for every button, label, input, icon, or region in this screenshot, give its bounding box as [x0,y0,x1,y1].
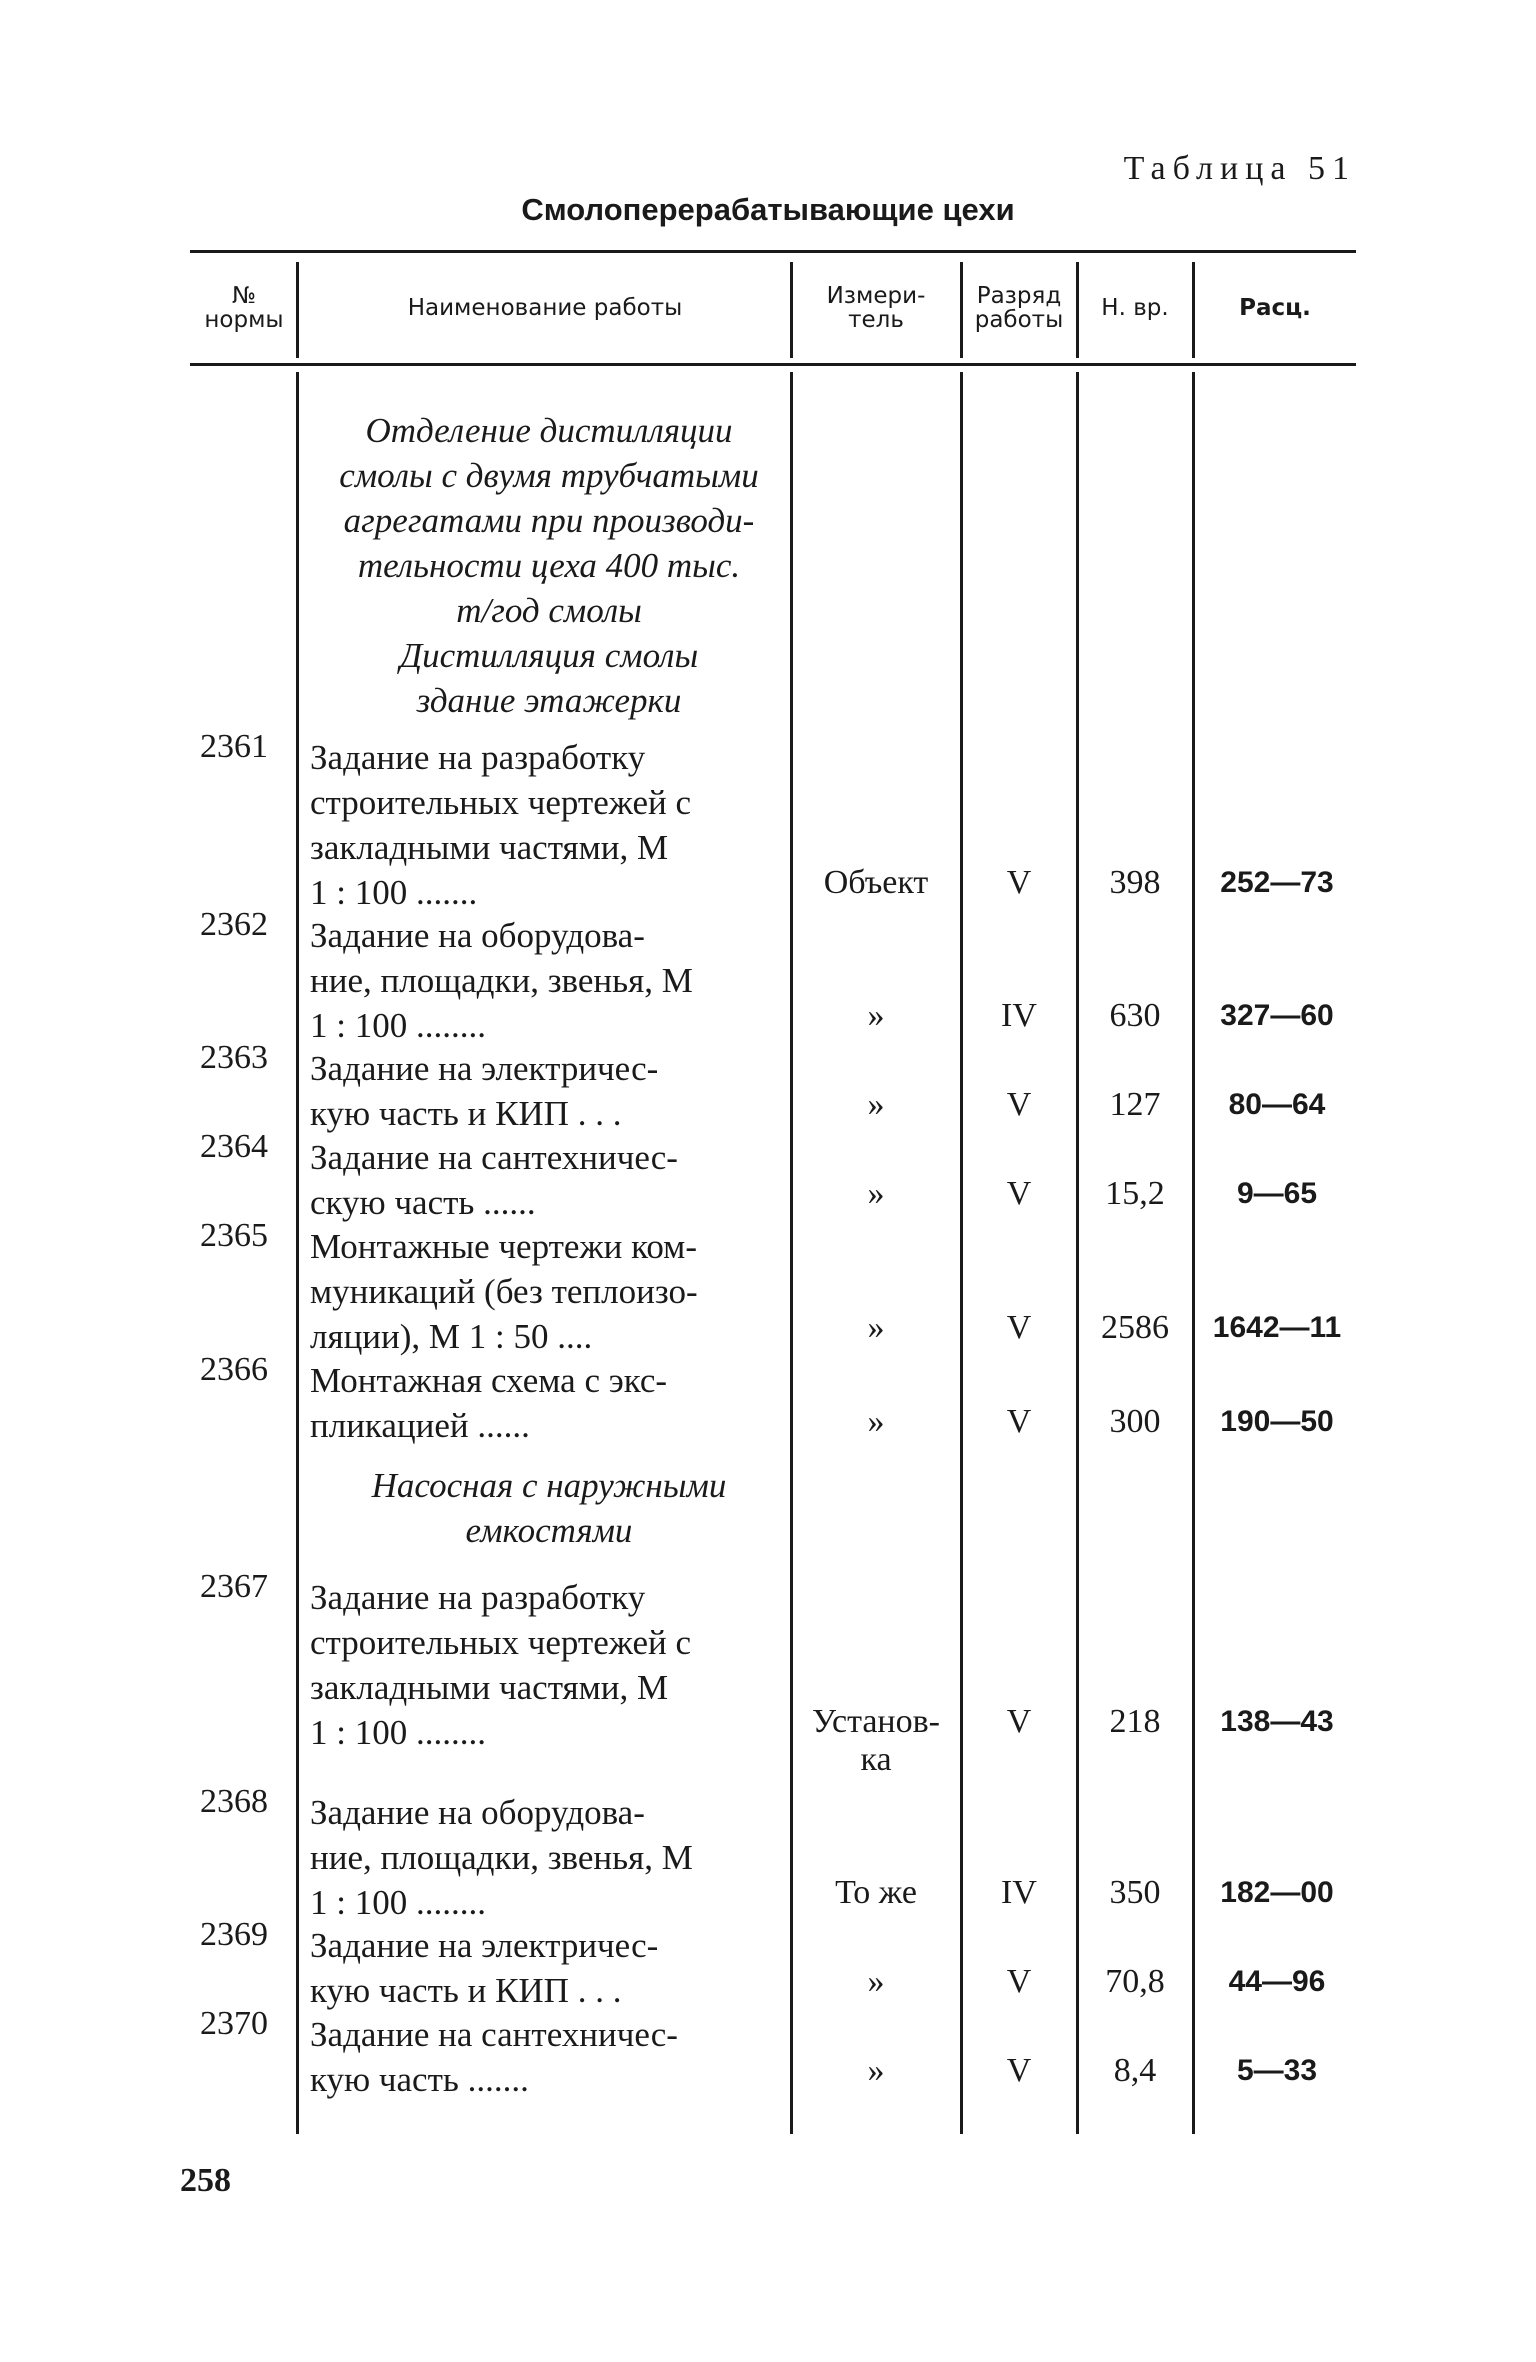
section-heading-line: здание этажерки [416,681,682,720]
page-number: 258 [180,2162,231,2199]
section-heading-line: агрегатами при производи- [343,501,755,540]
section-heading-distillation-dept [310,408,788,633]
header-unit-line2: тель [848,307,904,333]
grade-cell: IV [1001,997,1037,1034]
header-rate: Расц. [1239,295,1311,321]
work-name-line: Задание на разработку [310,738,646,777]
work-name-line: 1 : 100 ........ [310,1883,486,1922]
work-name-line: ние, площадки, звенья, М [310,1838,693,1877]
work-name [310,2012,788,2102]
section-heading-tar-distillation [310,633,788,723]
table-label: Таблица 51 [1123,150,1356,187]
work-name-line: кую часть и КИП . . . [310,1094,622,1133]
work-name-line: Монтажная схема с экс- [310,1361,668,1400]
time-cell: 127 [1109,1086,1161,1123]
work-name-line: 1 : 100 ....... [310,873,478,912]
work-name-line: кую часть ....... [310,2060,529,2099]
work-name-line: ние, площадки, звенья, М [310,961,693,1000]
unit-cell: Объект [823,864,929,901]
column-rule [296,372,299,2134]
grade-cell: IV [1001,1874,1037,1911]
norm-number: 2363 [200,1039,268,1076]
work-name-line: пликацией ...... [310,1406,530,1445]
column-rule [960,372,963,2134]
work-name [310,1575,788,1755]
work-name [310,1923,788,2013]
norm-number: 2367 [200,1568,268,1605]
time-cell: 630 [1109,997,1161,1034]
header-unit-line1: Измери- [826,283,926,309]
grade-cell: V [1006,2052,1032,2089]
work-name-line: скую часть ...... [310,1183,536,1222]
norm-number: 2368 [200,1783,268,1820]
column-rule [1192,372,1195,2134]
work-name [310,913,788,1048]
work-name-line: Задание на оборудова- [310,1793,645,1832]
work-name-line: Задание на электричес- [310,1049,659,1088]
rate-cell: 182—00 [1220,1876,1334,1909]
time-cell: 8,4 [1113,2052,1157,2089]
work-name [310,735,788,915]
work-name-line: строительных чертежей с [310,783,692,822]
work-name-line: муникаций (без теплоизо- [310,1272,698,1311]
work-name-line: Задание на электричес- [310,1926,659,1965]
work-name-line: закладными частями, М [310,828,669,867]
header-grade-line1: Разряд [976,283,1062,309]
table-title: Смолоперерабатывающие цехи [521,192,1015,227]
grade-cell: V [1006,1403,1032,1440]
work-name-line: Задание на сантехничес- [310,2015,678,2054]
norm-number: 2365 [200,1217,268,1254]
header-bottom-rule [190,363,1356,366]
header-norm-line1: № [232,283,256,309]
unit-cell: » [867,1403,885,1440]
norm-number: 2366 [200,1351,268,1388]
rate-cell: 44—96 [1228,1965,1326,1998]
unit-cell: » [867,1309,885,1346]
time-cell: 300 [1109,1403,1161,1440]
column-rule [296,262,299,358]
unit-cell: Установ- ка [811,1703,940,1778]
rate-cell: 80—64 [1228,1088,1326,1121]
section-heading-pump-station [310,1463,788,1553]
work-name [310,1046,788,1136]
norm-number: 2370 [200,2005,268,2042]
unit-cell: » [867,1086,885,1123]
rate-cell: 9—65 [1236,1177,1318,1210]
header-norm-line2: нормы [204,307,284,333]
section-heading-line: емкостями [465,1511,633,1550]
norm-number: 2364 [200,1128,268,1165]
grade-cell: V [1006,1175,1032,1212]
section-heading-line: Насосная с наружными [371,1466,727,1505]
unit-cell: » [867,2052,885,2089]
column-rule [1192,262,1195,358]
header-time: Н. вр. [1101,295,1169,321]
rate-cell: 5—33 [1236,2054,1318,2087]
header-norm [190,262,298,354]
column-rule [1076,372,1079,2134]
section-heading-line: Отделение дистилляции [365,411,733,450]
section-heading-line: тельности цеха 400 тыс. [357,546,741,585]
work-name [310,1224,788,1359]
grade-cell: V [1006,1086,1032,1123]
work-name-line: Монтажные чертежи ком- [310,1227,697,1266]
column-rule [960,262,963,358]
work-name-line: кую часть и КИП . . . [310,1971,622,2010]
header-grade-line2: работы [974,307,1064,333]
time-cell: 350 [1109,1874,1161,1911]
time-cell: 218 [1109,1703,1161,1740]
norm-number: 2362 [200,906,268,943]
grade-cell: V [1006,864,1032,901]
header-name: Наименование работы [407,295,683,321]
unit-cell: » [867,1175,885,1212]
work-name-line: закладными частями, М [310,1668,669,1707]
unit-cell: То же [835,1874,917,1911]
time-cell: 398 [1109,864,1161,901]
unit-cell: » [867,1963,885,2000]
grade-cell: V [1006,1963,1032,2000]
section-heading-line: смолы с двумя трубчатыми [339,456,759,495]
work-name-line: ляции), М 1 : 50 .... [310,1317,593,1356]
header-top-rule [190,250,1356,253]
norm-number: 2361 [200,728,268,765]
grade-cell: V [1006,1703,1032,1740]
work-name-line: Задание на оборудова- [310,916,645,955]
work-name-line: Задание на разработку [310,1578,646,1617]
rate-cell: 1642—11 [1212,1311,1342,1344]
column-rule [790,262,793,358]
column-rule [1076,262,1079,358]
time-cell: 15,2 [1105,1175,1165,1212]
work-name-line: строительных чертежей с [310,1623,692,1662]
rate-cell: 327—60 [1220,999,1334,1032]
work-name-line: 1 : 100 ........ [310,1006,486,1045]
section-heading-line: Дистилляция смолы [399,636,699,675]
time-cell: 2586 [1101,1309,1169,1346]
header-grade [962,262,1076,354]
header-unit [792,262,960,354]
unit-cell: » [867,997,885,1034]
time-cell: 70,8 [1105,1963,1165,2000]
work-name [310,1135,788,1225]
work-name-line: Задание на сантехничес- [310,1138,678,1177]
norm-number: 2369 [200,1916,268,1953]
rate-cell: 252—73 [1220,866,1334,899]
rate-cell: 138—43 [1220,1705,1334,1738]
work-name-line: 1 : 100 ........ [310,1713,486,1752]
column-rule [790,372,793,2134]
section-heading-line: т/год смолы [456,591,642,630]
rate-cell: 190—50 [1220,1405,1334,1438]
grade-cell: V [1006,1309,1032,1346]
work-name [310,1358,788,1448]
work-name [310,1790,788,1925]
